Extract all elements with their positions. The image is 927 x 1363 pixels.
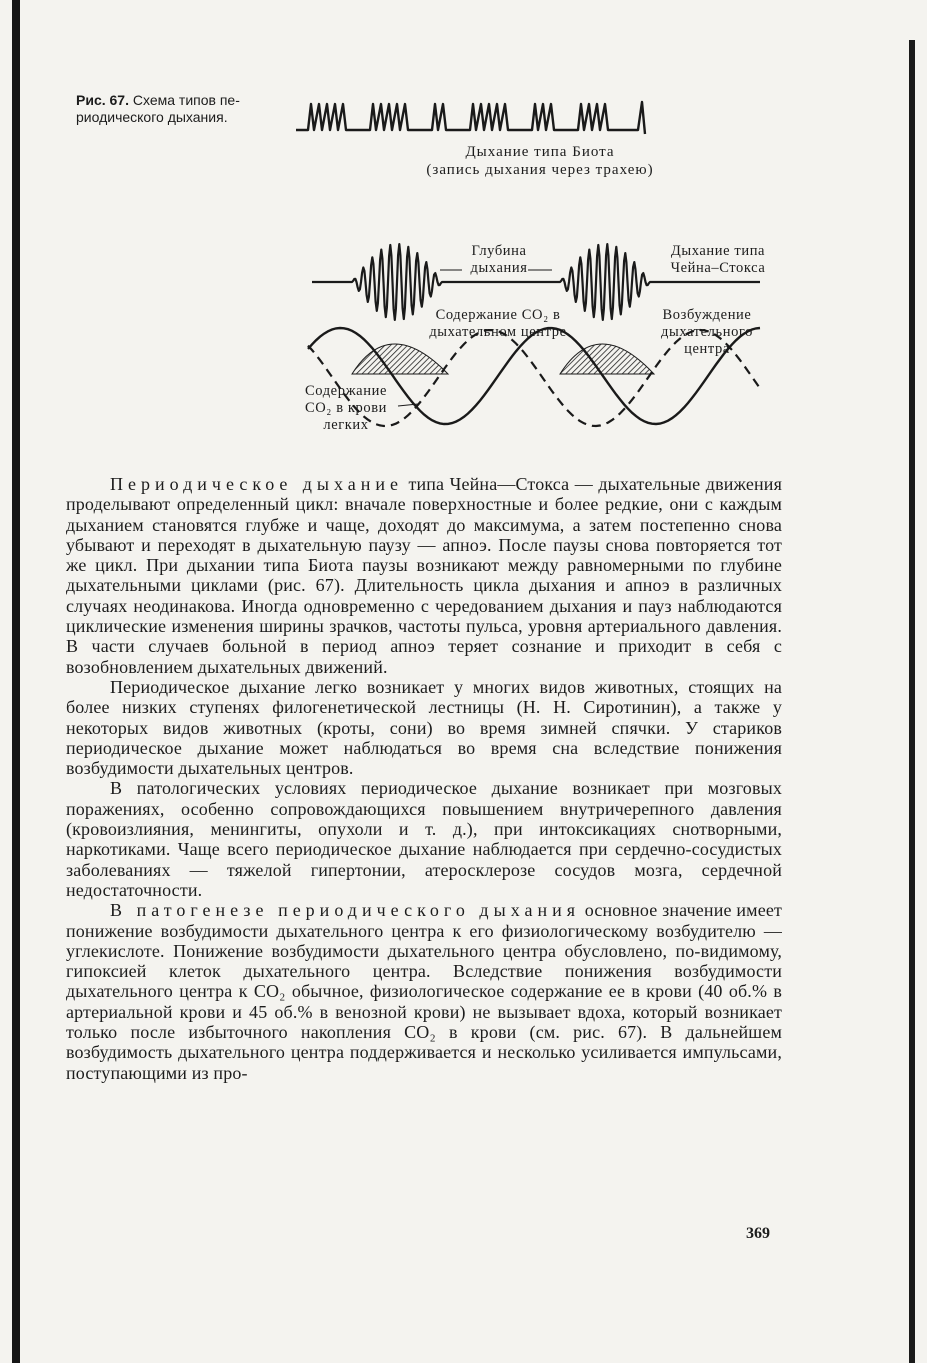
figure-caption-text: Схема типов пе-риодического дыхания. [76, 92, 240, 125]
paragraph-4-lead: В патогенезе периодического дыхания [110, 900, 580, 921]
paragraph-1-text: типа Чейна—Стокса — дыхательные движения проделывают определенный цикл: вначале поверхностные и более редкие, они с каждым дыханием становятся глубже и чаще, доходят до максимума, а затем постепенно снова убывают и переходят в дыхательную паузу — апноэ. После паузы снова повторяется тот же цикл. При дыхании типа Биота паузы возникают между равномерными по глубине дыхательными циклами (рис. 67). Длительность цикла дыхания и апноэ в различных случаях неодинакова. Иногда одновременно с чередованием дыхания и пауз наблюдаются циклические изменения ширины зрачков, частоты пульса, уровня артериального давления. В части случаев больной в период апноэ теряет сознание и приходит в себя с возобновлением дыхательных движений. [66, 474, 783, 677]
paragraph-4-text: основное значение имеет понижение возбудимости дыхательного центра к его физиологическому возбудителю — углекислоте. Понижение возбудимости дыхательного центра обусловлено, по-видимому, гипоксией клеток дыхательного центра. Вследствие понижения возбудимости дыхательного центра к CO₂ обычное, физиологическое содержание ее в крови (40 об.% в артериальной крови и 45 об.% в венозной крови) не вызывает вдоха, который возникает только после избыточного накопления CO₂ в крови (см. рис. 67). В дальнейшем возбудимость дыхательного центра поддерживается и несколько усиливается импульсами, поступающими из про- [66, 900, 782, 1083]
label-co2-center: Содержание CO₂ в дыхательном центре [429, 307, 567, 340]
paragraph-2 [66, 677, 782, 778]
label-depth: Глубина дыхания [470, 243, 528, 276]
label-cheyne-stokes: Дыхание типа Чейна–Стокса [670, 243, 766, 276]
biot-label-subtitle: (запись дыхания через трахею) [426, 162, 654, 178]
paragraph-3 [66, 778, 782, 900]
paragraph-1 [66, 474, 782, 677]
biot-label [360, 143, 720, 179]
biot-breathing-trace [296, 98, 746, 140]
biot-label-title: Дыхание типа Биота [465, 144, 615, 160]
article-body [66, 474, 782, 1083]
label-co2-blood: Содержание CO₂ в крови легких [304, 383, 388, 433]
paragraph-2-text: Периодическое дыхание легко возникает у многих видов животных, стоящих на более низких ступенях филогенетической лестницы (Н. Н. Сиротинин), а также у некоторых видов животных (кроты, сони) во время зимней спячки. У стариков периодическое дыхание может наблюдаться во время сна вследствие понижения возбудимости дыхательных центров. [66, 676, 782, 779]
label-excitation: Возбуждение дыхательного центра [661, 307, 753, 357]
page-number: 369 [746, 1225, 770, 1242]
co2-center-hatched-area-2 [560, 344, 654, 374]
figure-caption [76, 92, 286, 126]
paragraph-1-lead: Периодическое дыхание [110, 474, 403, 494]
paragraph-3-text: В патологических условиях периодическое дыхание возникает при мозговых поражениях, особенно сопровождающихся повышением внутричерепного давления (кровоизлияния, менингиты, опухоли и т. д.), при интоксикациях снотворными, наркотиками. Чаще всего периодическое дыхание наблюдается при сердечно-сосудистых заболеваниях — тяжелой гипертонии, атеросклерозе сосудов мозга, сердечной недостаточности. [66, 778, 782, 900]
figure-caption-number: Рис. 67. [76, 92, 129, 108]
paragraph-4 [66, 900, 782, 1083]
scan-border-right [909, 40, 915, 1363]
co2-center-hatched-area-1 [352, 344, 448, 374]
scan-border-left [12, 0, 20, 1363]
